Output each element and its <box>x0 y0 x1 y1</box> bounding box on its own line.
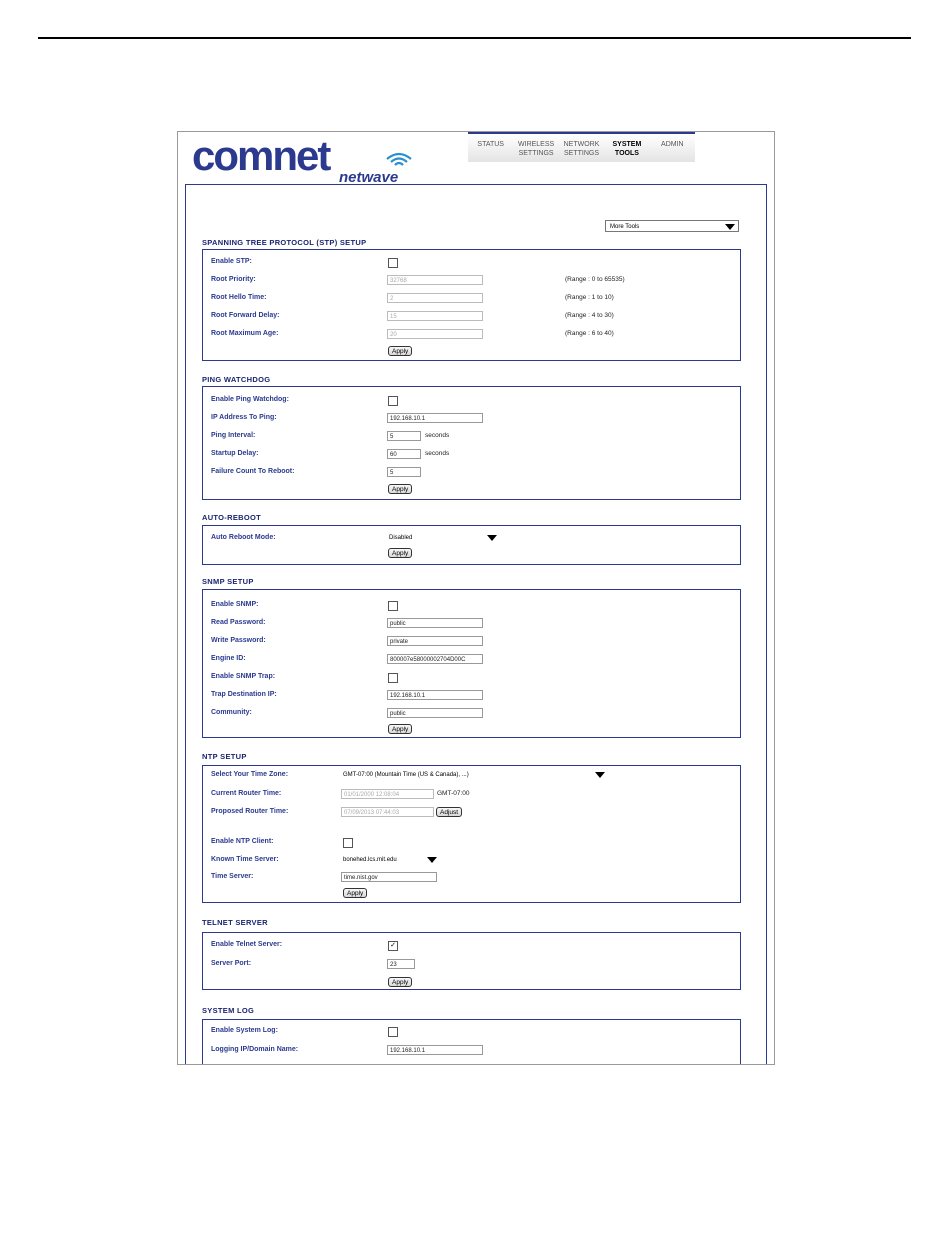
ntp-current-input[interactable]: 01/01/2000 12:08:04 <box>341 789 434 799</box>
logo-word: comnet <box>192 132 330 179</box>
stp-hello-range: (Range : 1 to 10) <box>565 294 614 301</box>
ntp-client-label: Enable NTP Client: <box>211 838 274 845</box>
ntp-server-input[interactable]: time.nist.gov <box>341 872 437 882</box>
autoreboot-mode-select[interactable]: Disabled <box>387 533 497 543</box>
snmp-read-label: Read Password: <box>211 619 266 626</box>
screenshot-window <box>177 131 775 1065</box>
ping-section <box>202 386 741 500</box>
ntp-section <box>202 765 741 903</box>
snmp-enable-checkbox[interactable] <box>388 601 398 611</box>
snmp-engine-input[interactable]: 800007e58000002704D00C <box>387 654 483 664</box>
stp-priority-input[interactable]: 32768 <box>387 275 483 285</box>
syslog-title: SYSTEM LOG <box>202 1006 255 1015</box>
stp-maxage-input[interactable]: 20 <box>387 329 483 339</box>
snmp-engine-label: Engine ID: <box>211 655 246 662</box>
ntp-tz-select[interactable]: GMT-07:00 (Mountain Time (US & Canada), ...) <box>341 770 605 780</box>
snmp-title: SNMP SETUP <box>202 577 254 586</box>
ping-title: PING WATCHDOG <box>202 375 271 384</box>
autoreboot-title: AUTO-REBOOT <box>202 513 261 522</box>
logo-sub: netwave <box>339 169 399 186</box>
stp-section <box>202 249 741 361</box>
ntp-client-checkbox[interactable] <box>343 838 353 848</box>
ping-enable-checkbox[interactable] <box>388 396 398 406</box>
ping-apply-button[interactable]: Apply <box>388 484 412 494</box>
ntp-apply-button[interactable]: Apply <box>343 888 367 898</box>
snmp-trap-label: Enable SNMP Trap: <box>211 673 276 680</box>
nav-network-settings[interactable]: NETWORK SETTINGS <box>563 141 600 157</box>
ntp-known-select[interactable]: bonehed.lcs.mit.edu <box>341 855 437 865</box>
snmp-apply-button[interactable]: Apply <box>388 724 412 734</box>
ping-ip-input[interactable]: 192.168.10.1 <box>387 413 483 423</box>
top-nav <box>468 132 695 162</box>
snmp-community-input[interactable]: public <box>387 708 483 718</box>
snmp-write-label: Write Password: <box>211 637 266 644</box>
stp-maxage-label: Root Maximum Age: <box>211 330 279 337</box>
syslog-enable-label: Enable System Log: <box>211 1027 278 1034</box>
stp-forward-input[interactable]: 15 <box>387 311 483 321</box>
wifi-icon <box>385 151 413 169</box>
comnet-logo <box>192 134 432 186</box>
stp-enable-label: Enable STP: <box>211 258 252 265</box>
snmp-write-input[interactable]: private <box>387 636 483 646</box>
chevron-down-icon <box>725 224 735 230</box>
ping-failure-input[interactable]: 5 <box>387 467 421 477</box>
page-top-rule <box>38 37 911 39</box>
ntp-tz-label: Select Your Time Zone: <box>211 771 289 778</box>
syslog-ip-input[interactable]: 192.168.10.1 <box>387 1045 483 1055</box>
chevron-down-icon <box>595 772 605 778</box>
ntp-server-label: Time Server: <box>211 873 254 880</box>
snmp-community-label: Community: <box>211 709 252 716</box>
stp-maxage-range: (Range : 6 to 40) <box>565 330 614 337</box>
ntp-current-label: Current Router Time: <box>211 790 282 797</box>
ntp-current-tz: GMT-07:00 <box>437 790 470 797</box>
stp-enable-checkbox[interactable] <box>388 258 398 268</box>
nav-wireless-settings[interactable]: WIRELESS SETTINGS <box>518 141 555 157</box>
stp-hello-label: Root Hello Time: <box>211 294 267 301</box>
stp-priority-label: Root Priority: <box>211 276 256 283</box>
telnet-enable-label: Enable Telnet Server: <box>211 941 283 948</box>
ntp-adjust-button[interactable]: Adjust <box>436 807 462 817</box>
stp-priority-range: (Range : 0 to 65535) <box>565 276 625 283</box>
telnet-port-label: Server Port: <box>211 960 252 967</box>
syslog-ip-label: Logging IP/Domain Name: <box>211 1046 299 1053</box>
nav-admin[interactable]: ADMIN <box>661 141 684 148</box>
nav-status[interactable]: STATUS <box>477 141 504 148</box>
ping-failure-label: Failure Count To Reboot: <box>211 468 295 475</box>
stp-forward-label: Root Forward Delay: <box>211 312 280 319</box>
ntp-proposed-input[interactable]: 07/09/2013 07:44:03 <box>341 807 434 817</box>
snmp-trap-checkbox[interactable] <box>388 673 398 683</box>
snmp-section <box>202 589 741 738</box>
stp-apply-button[interactable]: Apply <box>388 346 412 356</box>
ping-delay-label: Startup Delay: <box>211 450 259 457</box>
stp-forward-range: (Range : 4 to 30) <box>565 312 614 319</box>
ping-delay-unit: seconds <box>425 450 450 457</box>
syslog-section <box>202 1019 741 1065</box>
more-tools-select[interactable]: More Tools <box>605 220 739 232</box>
autoreboot-section <box>202 525 741 565</box>
chevron-down-icon <box>487 535 497 541</box>
ping-interval-label: Ping Interval: <box>211 432 256 439</box>
ntp-known-label: Known Time Server: <box>211 856 279 863</box>
snmp-trapip-label: Trap Destination IP: <box>211 691 277 698</box>
ping-delay-input[interactable]: 60 <box>387 449 421 459</box>
ping-interval-unit: seconds <box>425 432 450 439</box>
telnet-enable-checkbox[interactable]: ✓ <box>388 941 398 951</box>
nav-system-tools[interactable]: SYSTEM TOOLS <box>612 141 642 157</box>
stp-hello-input[interactable]: 2 <box>387 293 483 303</box>
snmp-read-input[interactable]: public <box>387 618 483 628</box>
ping-ip-label: IP Address To Ping: <box>211 414 277 421</box>
ntp-title: NTP SETUP <box>202 752 247 761</box>
ping-enable-label: Enable Ping Watchdog: <box>211 396 289 403</box>
telnet-title: TELNET SERVER <box>202 918 268 927</box>
snmp-trapip-input[interactable]: 192.168.10.1 <box>387 690 483 700</box>
chevron-down-icon <box>427 857 437 863</box>
stp-title: SPANNING TREE PROTOCOL (STP) SETUP <box>202 238 367 247</box>
telnet-section <box>202 932 741 990</box>
ping-interval-input[interactable]: 5 <box>387 431 421 441</box>
telnet-port-input[interactable]: 23 <box>387 959 415 969</box>
telnet-apply-button[interactable]: Apply <box>388 977 412 987</box>
autoreboot-mode-label: Auto Reboot Mode: <box>211 534 276 541</box>
ntp-proposed-label: Proposed Router Time: <box>211 808 289 815</box>
syslog-enable-checkbox[interactable] <box>388 1027 398 1037</box>
snmp-enable-label: Enable SNMP: <box>211 601 259 608</box>
autoreboot-apply-button[interactable]: Apply <box>388 548 412 558</box>
